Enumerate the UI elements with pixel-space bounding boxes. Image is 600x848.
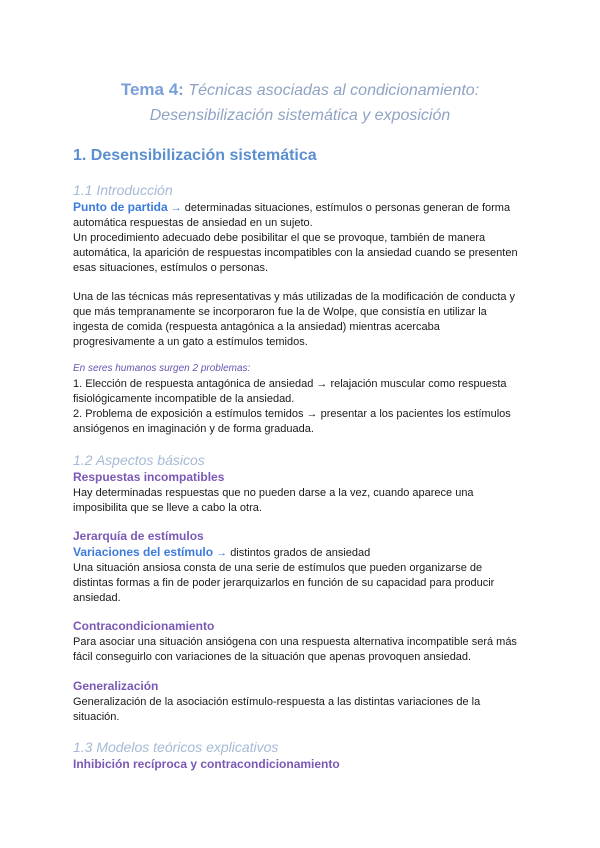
general-paragraph bbox=[73, 695, 533, 725]
contra-paragraph bbox=[73, 635, 533, 665]
section-1-2-heading: 1.2 Aspectos básicos bbox=[73, 452, 205, 468]
paragraph-line: imposibilita que se lleve a cabo la otra. bbox=[73, 502, 262, 514]
paragraph-line: Un procedimiento adecuado debe posibilitar el que se provoque, también de manera bbox=[73, 232, 486, 244]
lead-text: determinadas situaciones, estímulos o personas generan de forma bbox=[184, 202, 511, 214]
paragraph-line: Una de las técnicas más representativas y más utilizadas de la modificación de conducta y bbox=[73, 291, 516, 303]
paragraph-line: que más tempranamente se incorporaron fue la de Wolpe, que consistía en utilizar la bbox=[73, 306, 487, 318]
contra-heading: Contracondicionamiento bbox=[73, 619, 215, 633]
paragraph-line: Generalización de la asociación estímulo-respuesta a las distintas variaciones de la bbox=[73, 696, 481, 708]
paragraph-line: distintas formas a fin de poder jerarquizarlos en función de su capacidad para producir bbox=[73, 577, 495, 589]
paragraph-line: Para asociar una situación ansiógena con una respuesta alternativa incompatible será más bbox=[73, 636, 517, 648]
paragraph-line: fisiológicamente incompatible de la ansiedad. bbox=[73, 393, 295, 405]
general-heading: Generalización bbox=[73, 679, 159, 693]
paragraph-line: Una situación ansiosa consta de una serie de estímulos que pueden organizarse de bbox=[73, 562, 483, 574]
paragraph-line: 2. Problema de exposición a estímulos temidos → presentar a los pacientes los estímulos bbox=[73, 408, 511, 420]
paragraph-line: ansiógenos en imaginación y de forma graduada. bbox=[73, 423, 314, 435]
document-title-line2 bbox=[0, 104, 600, 128]
paragraph-line: ansiedad. bbox=[73, 592, 121, 604]
section-1-3-heading: 1.3 Modelos teóricos explicativos bbox=[73, 739, 279, 755]
paragraph-line: automática respuestas de ansiedad en un sujeto. bbox=[73, 217, 313, 229]
lead-term: Punto de partida bbox=[73, 200, 168, 214]
lead-text: distintos grados de ansiedad bbox=[230, 547, 371, 559]
paragraph-line: automática, la aparición de respuestas incompatibles con la ansiedad cuando se presenten bbox=[73, 247, 518, 259]
jerarquia-heading: Jerarquía de estímulos bbox=[73, 529, 204, 543]
title-label: Tema 4: bbox=[120, 80, 184, 99]
paragraph-line: ingesta de comida (respuesta antagónica a la ansiedad) mientras acercaba bbox=[73, 321, 440, 333]
jerarquia-lead bbox=[73, 545, 533, 561]
document-title-line1 bbox=[0, 78, 600, 103]
intro-paragraph-1 bbox=[73, 216, 533, 276]
paragraph-line: 1. Elección de respuesta antagónica de ansiedad → relajación muscular como respuesta bbox=[73, 378, 507, 390]
arrow-icon: → bbox=[216, 547, 228, 559]
paragraph-line: esas situaciones, estímulos o personas. bbox=[73, 262, 269, 274]
respuestas-heading: Respuestas incompatibles bbox=[73, 470, 225, 484]
section-1-1-heading: 1.1 Introducción bbox=[73, 182, 173, 198]
paragraph-line: Hay determinadas respuestas que no pueden darse a la vez, cuando aparece una bbox=[73, 487, 474, 499]
intro-lead bbox=[73, 200, 533, 216]
inhibicion-heading: Inhibición recíproca y contracondicionamiento bbox=[73, 757, 340, 771]
respuestas-paragraph bbox=[73, 486, 533, 516]
title-text-2: Desensibilización sistemática y exposición bbox=[149, 107, 451, 124]
problems-list bbox=[73, 377, 533, 437]
paragraph-line: progresivamente a un gato a estímulos temidos. bbox=[73, 336, 308, 348]
title-text-1: Técnicas asociadas al condicionamiento: bbox=[188, 82, 480, 99]
lead-term: Variaciones del estímulo bbox=[73, 545, 214, 559]
paragraph-line: fácil conseguirlo con variaciones de la situación que apenas provoquen ansiedad. bbox=[73, 651, 472, 663]
paragraph-line: situación. bbox=[73, 711, 120, 723]
intro-paragraph-2 bbox=[73, 290, 533, 350]
section-1-heading: 1. Desensibilización sistemática bbox=[73, 147, 317, 164]
jerarquia-paragraph bbox=[73, 561, 533, 606]
problems-note: En seres humanos surgen 2 problemas: bbox=[73, 363, 251, 374]
arrow-icon: → bbox=[170, 202, 182, 214]
